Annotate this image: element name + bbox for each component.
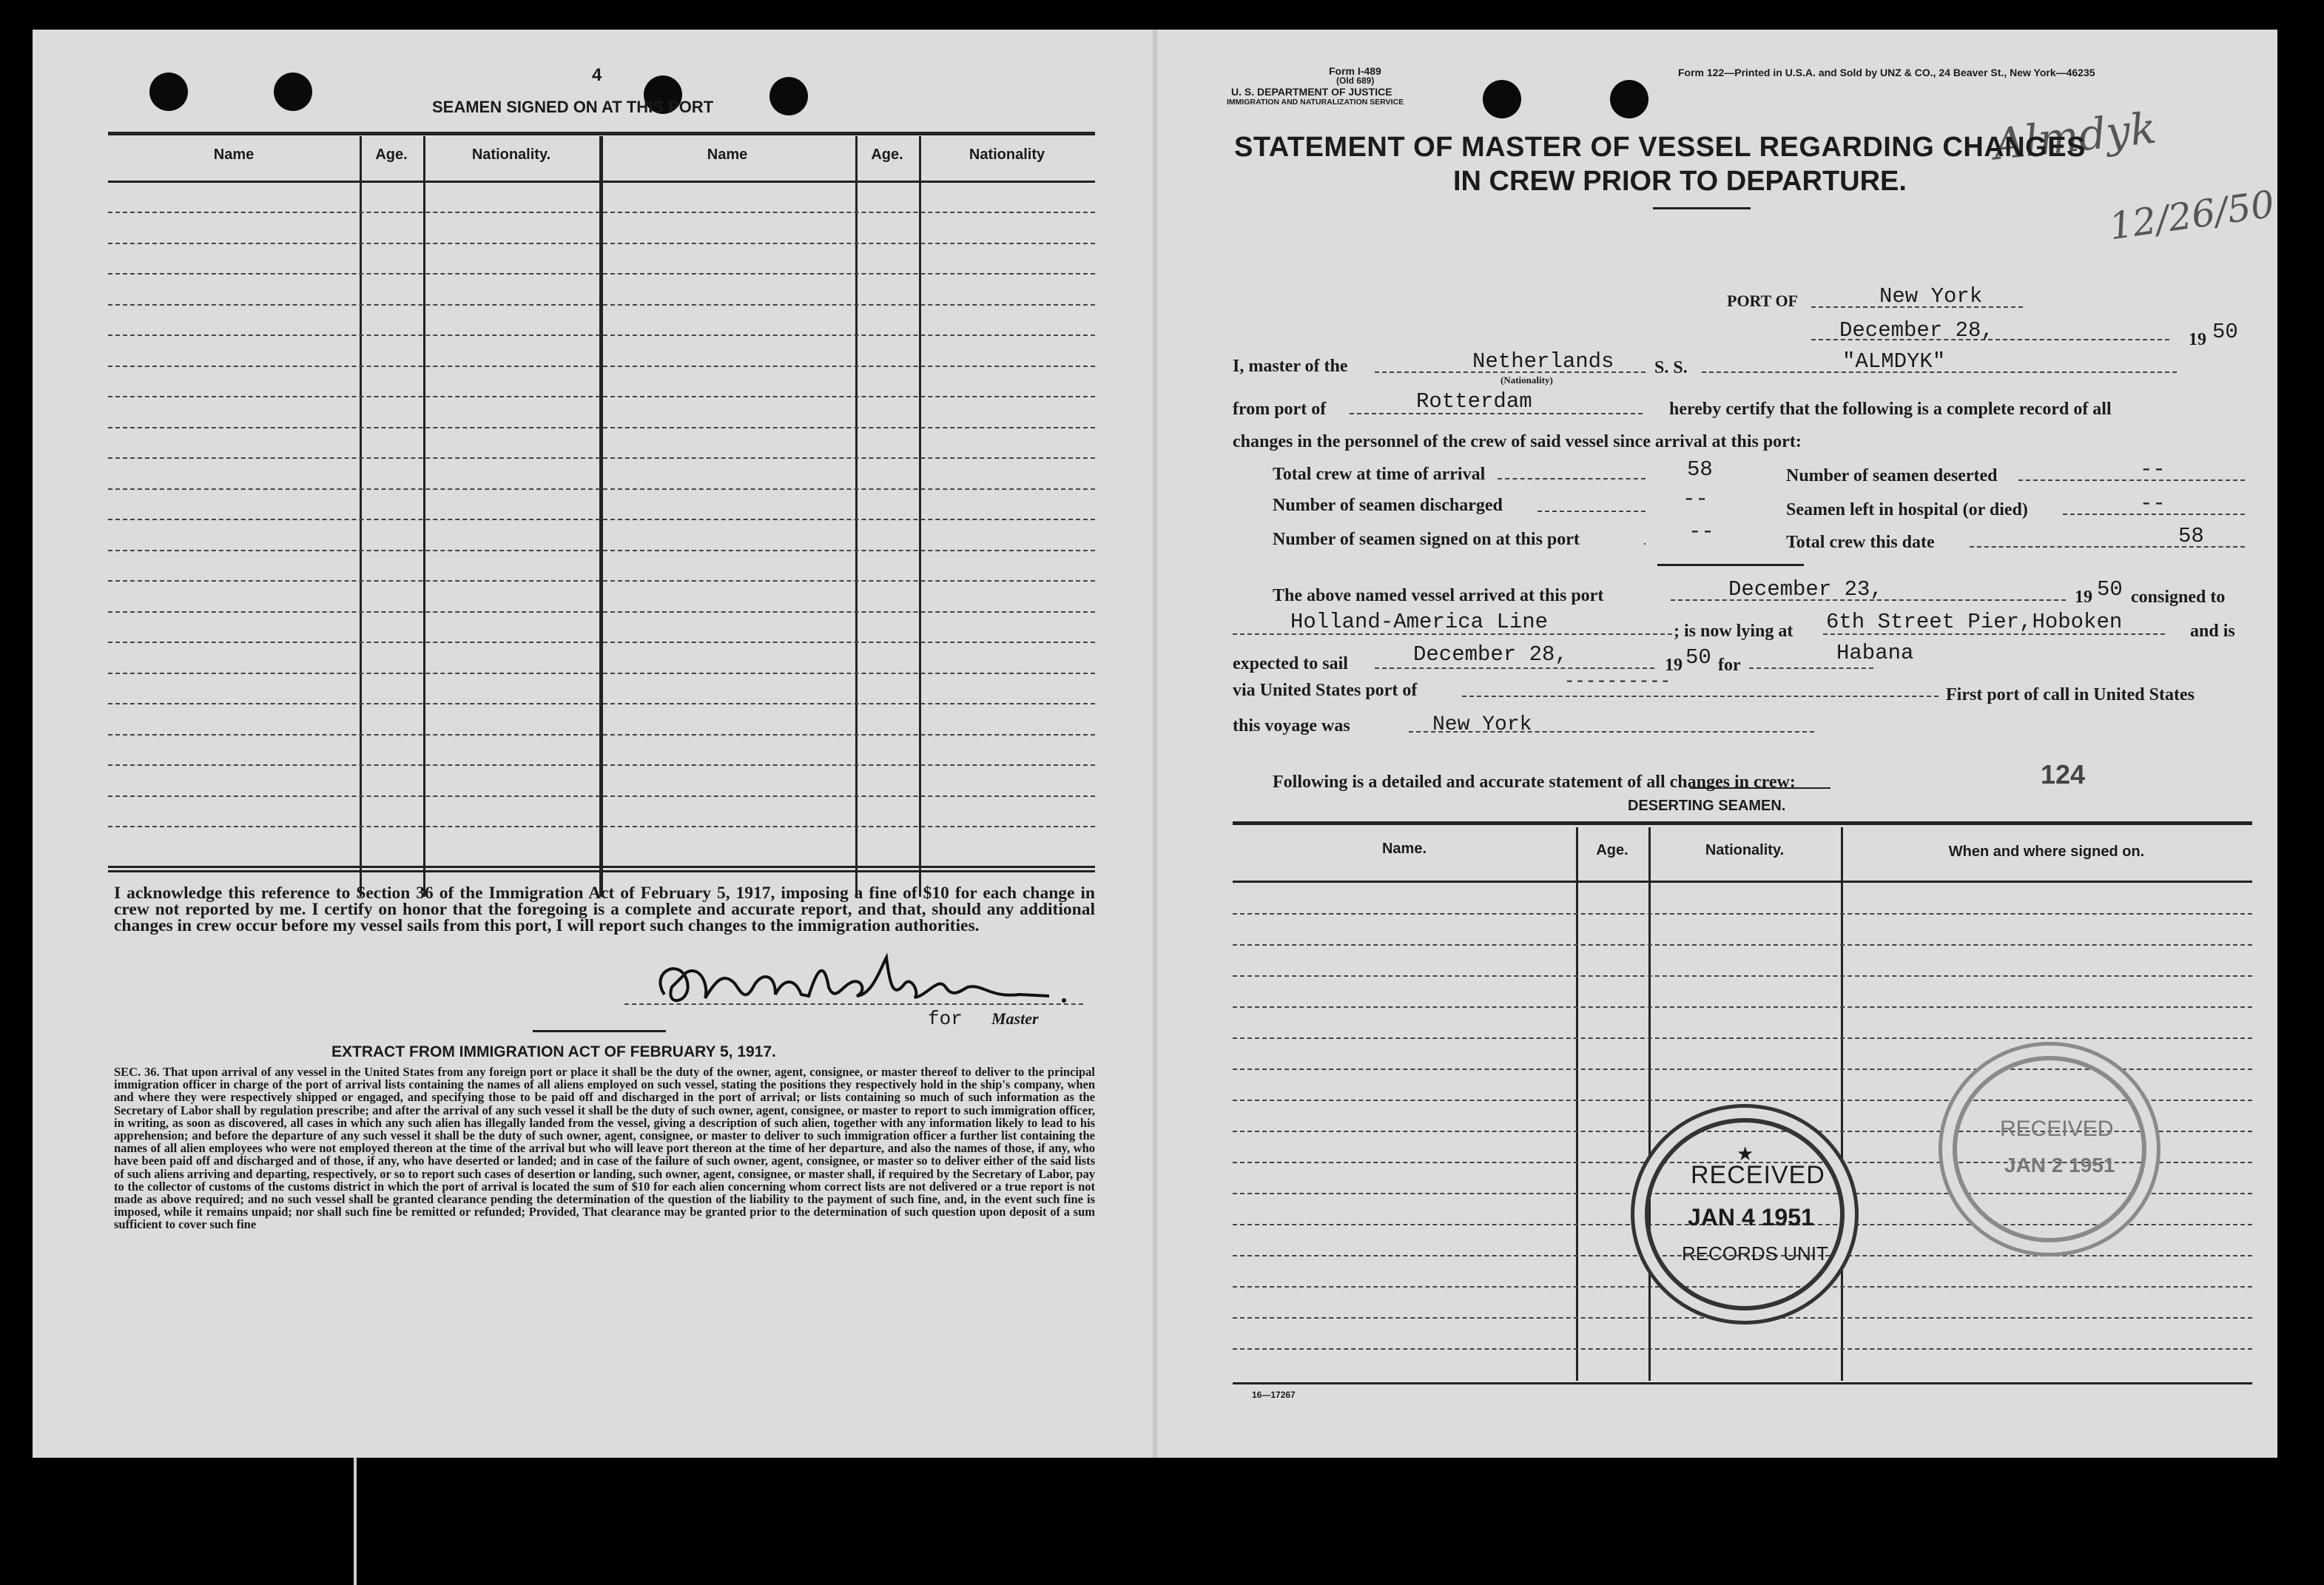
table-row (108, 580, 1095, 582)
table-header-rule (1233, 881, 2252, 883)
table-row (108, 304, 1095, 306)
stamp-date: JAN 2 1951 (2004, 1154, 2115, 1177)
table-row (1233, 975, 2252, 977)
first-port-value: New York (1432, 713, 1532, 736)
sail-date-line (1375, 667, 1654, 669)
destination-line (1749, 667, 1873, 669)
table-row (1233, 1348, 2252, 1350)
column-header-name: Name. (1381, 841, 1427, 857)
hospital-value: -- (2140, 491, 2166, 516)
column-header-nationality: Nationality. (1705, 842, 1785, 858)
arrived-label: The above named vessel arrived at this port (1273, 586, 1604, 605)
star-icon: ★ (1737, 1143, 1754, 1165)
table-row (108, 642, 1095, 643)
following-underline (1690, 787, 1830, 789)
for-label: for (928, 1008, 963, 1030)
voyage-label: this voyage was (1233, 716, 1350, 736)
table-row (1233, 1006, 2252, 1008)
table-row (108, 427, 1095, 428)
column-divider (360, 136, 362, 897)
column-divider (919, 136, 921, 897)
table-row (108, 611, 1095, 613)
master-of-label: I, master of the (1233, 357, 1348, 376)
punch-hole (1610, 80, 1648, 118)
deserting-title: DESERTING SEAMEN. (1628, 798, 1786, 814)
table-row (108, 826, 1095, 827)
table-row (108, 212, 1095, 213)
nationality-value: Netherlands (1472, 349, 1614, 374)
received-stamp (1939, 1042, 2160, 1256)
changes-text: changes in the personnel of the crew of said vessel since arrival at this port: (1233, 432, 1802, 451)
stamp-unit: RECORDS UNIT (1682, 1242, 1828, 1265)
binding-thread (354, 1458, 357, 1585)
table-row (108, 273, 1095, 275)
consigned-label: consigned to (2131, 588, 2226, 607)
via-line (1462, 696, 1939, 697)
year-prefix: 19 (2189, 330, 2206, 349)
printer-line: Form 122—Printed in U.S.A. and Sold by UNZ & CO., 24 Beaver St., New York—46235 (1678, 67, 2095, 78)
column-header-name: Name (707, 147, 748, 163)
title-rule (1653, 207, 1751, 209)
via-value: ---------- (1564, 672, 1671, 692)
file-number: 124 (2041, 759, 2086, 790)
table-row (108, 550, 1095, 551)
table-bottom-rule (1233, 1382, 2252, 1384)
total-date-value: 58 (2178, 524, 2204, 548)
punch-hole (149, 73, 188, 111)
extract-title: EXTRACT FROM IMMIGRATION ACT OF FEBRUARY 5, 1917. (331, 1043, 776, 1060)
service-name: IMMIGRATION AND NATURALIZATION SERVICE (1227, 98, 1404, 107)
total-underline (1657, 564, 1804, 566)
table-row (108, 488, 1095, 490)
following-text: Following is a detailed and accurate statement of all changes in crew: (1273, 773, 1796, 792)
handwritten-date: 12/26/50 (2106, 182, 2277, 249)
table-row (1233, 944, 2252, 946)
from-port-label: from port of (1233, 400, 1327, 419)
port-of-label: PORT OF (1727, 292, 1798, 310)
table-row (1233, 1037, 2252, 1039)
lying-label: ; is now lying at (1674, 622, 1793, 641)
sail-date: December 28, (1413, 642, 1568, 667)
destination-value: Habana (1836, 641, 1914, 665)
column-divider (1648, 827, 1651, 1381)
table-row (108, 366, 1095, 367)
column-header-nationality: Nationality (969, 147, 1045, 163)
table-row (108, 673, 1095, 674)
table-row (108, 795, 1095, 797)
column-header-age: Age. (1596, 842, 1629, 858)
total-date-label: Total crew this date (1786, 533, 1935, 552)
column-header-age: Age. (871, 147, 903, 163)
stamp-received-text: RECEIVED (2000, 1117, 2114, 1141)
column-divider (599, 136, 603, 897)
vessel-value: "ALMDYK" (1842, 349, 1946, 374)
signed-on-label: Number of seamen signed on at this port (1273, 530, 1580, 549)
column-divider (423, 136, 425, 897)
handwritten-ship-name: Almdyk (1991, 102, 2159, 170)
sail-year-prefix: 19 (1665, 656, 1683, 675)
hospital-label: Seamen left in hospital (or died) (1786, 500, 2028, 519)
arrived-year: 50 (2097, 577, 2123, 602)
discharged-value: -- (1683, 487, 1708, 511)
discharged-label: Number of seamen discharged (1273, 496, 1503, 515)
table-row (1233, 913, 2252, 915)
center-fold (1153, 30, 1157, 1458)
arrived-date: December 23, (1728, 577, 1883, 602)
table-top-rule (108, 132, 1095, 135)
table-row (108, 334, 1095, 336)
total-arrival-line (1498, 478, 1646, 479)
expected-label: expected to sail (1233, 654, 1348, 673)
signed-on-value: -- (1688, 519, 1714, 544)
footer-code: 16—17267 (1252, 1390, 1296, 1400)
nationality-caption: (Nationality) (1501, 374, 1553, 386)
table-bottom-rule (108, 866, 1095, 868)
form-title-line1: STATEMENT OF MASTER OF VESSEL REGARDING CHANGES (1234, 132, 2086, 163)
column-header-nationality: Nationality. (471, 147, 551, 163)
signature-line (624, 1003, 1083, 1005)
table-row (108, 764, 1095, 766)
certify-text: hereby certify that the following is a complete record of all (1669, 400, 2112, 419)
signed-on-title: SEAMEN SIGNED ON AT THIS PORT (432, 98, 714, 116)
lying-value: 6th Street Pier,Hoboken (1826, 610, 2123, 634)
master-label: Master (991, 1009, 1039, 1028)
divider-rule (533, 1030, 666, 1032)
sail-year: 50 (1685, 645, 1711, 670)
arrived-year-prefix: 19 (2075, 588, 2092, 607)
document-sheet (33, 30, 2277, 1458)
table-row (108, 243, 1095, 244)
punch-hole (274, 73, 312, 111)
extract-body: SEC. 36. That upon arrival of any vessel in the United States from any foreign port or place it shall be the duty of the owner, agent, consignee, or master thereof to deliver to the principal immigration officer in charge of the port of arrival lists containing the names of all aliens employed on such vessel, stating the positions they respectively hold in the ship's company, when and where they were respectively shipped or engaged, and specifying those to be paid off and discharged in the port of arrival; or lists containing so much of such information as the Secretary of Labor shall by regulation prescribe; and after the arrival of any such vessel it shall be the duty of such owner, agent, consignee, or master to report to such immigration officer, in writing, as soon as discovered, all cases in which any such alien has illegally landed from the vessel, giving a description of such alien, together with any information likely to lead to his apprehension; and before the departure of any such vessel it shall be the duty of such owner, agent, consignee, or master to deliver to such immigration officer a further list containing the names of all alien employees who were not employed thereon at the time of the arrival but who will leave port thereon at the time of her departure, and also the names of those, if any, who have been paid off and discharged and of those, if any, who have deserted or landed; and in case of the failure of such owner, agent, consignee, or master so to deliver either of the said lists of such aliens arriving and departing, respectively, or so to report such cases of desertion or landing, such owner, agent, consignee, or master shall, if required by the Secretary of Labor, pay to the collector of customs of the customs district in which the port of arrival is located the sum of $10 for each alien concerning whom correct lists are not delivered or a true report is not made as above required; and no such vessel shall be granted clearance pending the determination of the question of the liability to the payment of such fine, and, in the event such fine is imposed, while it remains unpaid; nor shall such fine be remitted or refunded; Provided, That clearance may be granted prior to the determination of such question upon deposit of a sum sufficient to cover such fine (114, 1065, 1095, 1232)
column-divider (1576, 827, 1578, 1381)
ss-label: S. S. (1654, 358, 1688, 377)
lying-end: and is (2190, 622, 2235, 641)
page-number: 4 (592, 65, 602, 85)
deserted-value: -- (2140, 457, 2166, 482)
column-header-age: Age. (375, 147, 408, 163)
table-top-rule (1233, 821, 2252, 825)
column-header-name: Name (213, 147, 255, 163)
table-row (108, 703, 1095, 704)
column-divider (1841, 827, 1843, 1381)
received-stamp (1631, 1104, 1859, 1325)
year-value: 50 (2212, 320, 2238, 344)
signed-on-line (1644, 543, 1646, 545)
stamp-received-text: RECEIVED (1691, 1161, 1825, 1189)
discharged-line (1537, 511, 1646, 512)
form-number: Form I-489 (1329, 65, 1381, 77)
first-port-label: First port of call in United States (1946, 685, 2195, 704)
department-name: U. S. DEPARTMENT OF JUSTICE (1231, 86, 1392, 98)
form-title-line2: IN CREW PRIOR TO DEPARTURE. (1453, 166, 1907, 197)
table-row (108, 734, 1095, 736)
total-arrival-label: Total crew at time of arrival (1273, 465, 1486, 484)
table-row (108, 457, 1095, 459)
acknowledgement-text: I acknowledge this reference to Section 36 of the Immigration Act of February 5, 1917, imposing a fine of $10 for each change in crew not reported by me. I certify on honor that the foregoing is a complete and accurate report, and that, should any additional changes in crew occur before my vessel sails from this port, I will report such changes to the immigration authorities. (114, 884, 1095, 935)
consignee-value: Holland-America Line (1290, 610, 1549, 634)
via-label: via United States port of (1233, 681, 1418, 700)
column-header-signed-on: When and where signed on. (1948, 844, 2145, 860)
punch-hole (769, 77, 808, 115)
total-arrival-value: 58 (1687, 457, 1713, 482)
port-value: New York (1879, 284, 1983, 309)
deserted-line (2018, 479, 2245, 481)
column-divider (855, 136, 858, 897)
date-value: December 28, (1839, 318, 1994, 343)
table-row (108, 519, 1095, 520)
form-old-number: (Old 689) (1336, 75, 1375, 86)
from-port-value: Rotterdam (1416, 389, 1532, 414)
stamp-date: JAN 4 1951 (1688, 1204, 1814, 1231)
table-row (108, 396, 1095, 397)
deserted-label: Number of seamen deserted (1786, 466, 1998, 485)
table-bottom-rule (108, 870, 1095, 872)
for-destination-label: for (1718, 656, 1741, 675)
punch-hole (1483, 80, 1521, 118)
